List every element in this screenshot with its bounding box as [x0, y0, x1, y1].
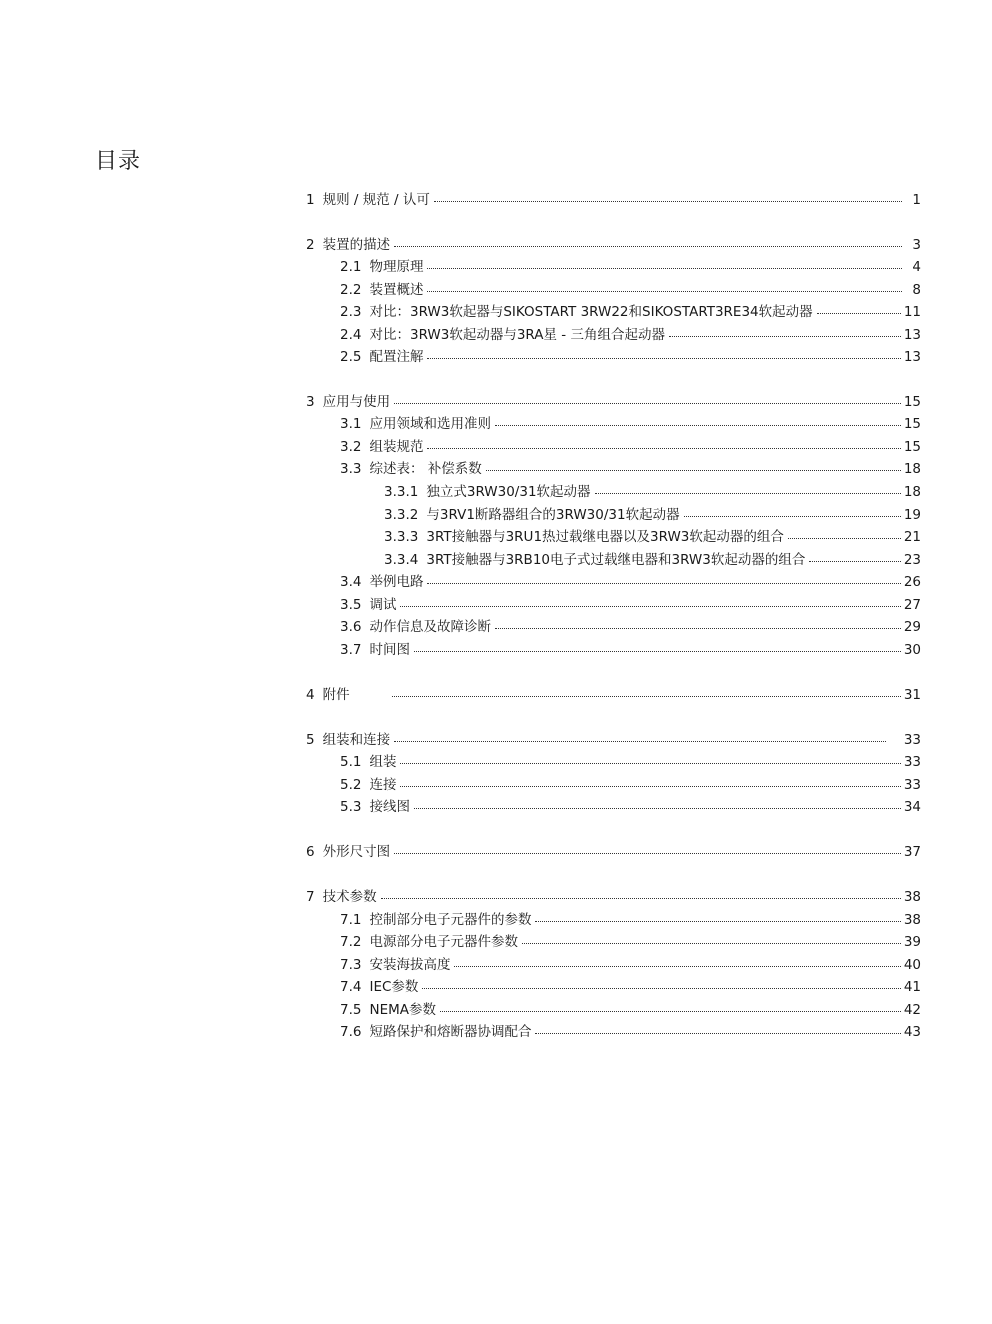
leader-dots	[422, 987, 900, 989]
toc-entry-5-1[interactable]	[340, 752, 921, 772]
toc-title: 调试	[369, 597, 397, 613]
toc-entry-7[interactable]	[306, 887, 921, 907]
toc-page: 13	[903, 327, 921, 343]
toc-number: 7.6	[340, 1024, 362, 1040]
leader-dots	[400, 605, 900, 607]
toc-number: 2	[306, 237, 315, 253]
toc-title: 应用与使用	[322, 394, 391, 410]
toc-entry-7-2[interactable]	[340, 932, 921, 952]
toc-entry-7-4[interactable]	[340, 977, 921, 997]
toc-page: 18	[903, 484, 921, 500]
toc-title: 外形尺寸图	[322, 844, 391, 860]
toc-number: 1	[306, 192, 315, 208]
toc-title: 综述表： 补偿系数	[369, 461, 482, 477]
leader-dots	[454, 965, 900, 967]
toc-page: 41	[903, 979, 921, 995]
toc-entry-3-7[interactable]	[340, 640, 921, 660]
toc-number: 7.4	[340, 979, 362, 995]
toc-page: 38	[903, 912, 921, 928]
toc-page: 27	[903, 597, 921, 613]
leader-dots	[392, 695, 901, 697]
leader-dots	[809, 560, 900, 562]
toc-title: 动作信息及故障诊断	[369, 619, 491, 635]
toc-entry-2-2[interactable]	[340, 280, 921, 300]
toc-page: 38	[903, 889, 921, 905]
toc-entry-2-1[interactable]	[340, 257, 921, 277]
leader-dots	[595, 492, 901, 494]
toc-number: 7	[306, 889, 315, 905]
toc-page: 15	[903, 439, 921, 455]
toc-entry-3-3[interactable]	[340, 459, 921, 479]
toc-title: 装置概述	[369, 282, 424, 298]
leader-dots	[495, 424, 901, 426]
toc-title: 举例电路	[369, 574, 424, 590]
leader-dots	[381, 897, 901, 899]
toc-entry-3-2[interactable]	[340, 437, 921, 457]
leader-dots	[400, 785, 900, 787]
toc-title: 技术参数	[322, 889, 377, 905]
leader-dots	[400, 762, 900, 764]
toc-entry-7-5[interactable]	[340, 1000, 921, 1020]
toc-number: 3.1	[340, 416, 362, 432]
toc-entry-3-3-4[interactable]	[384, 550, 921, 570]
leader-dots	[440, 1010, 901, 1012]
toc-entry-3-6[interactable]	[340, 617, 921, 637]
toc-title: 对比：3RW3软起动器与3RA星 - 三角组合起动器	[369, 327, 665, 343]
toc-number: 3.5	[340, 597, 362, 613]
toc-title: 组装规范	[369, 439, 424, 455]
toc-title: 短路保护和熔断器协调配合	[369, 1024, 532, 1040]
toc-number: 3.3.2	[384, 507, 419, 523]
toc-number: 5	[306, 732, 315, 748]
leader-dots	[394, 740, 886, 742]
toc-page: 13	[903, 349, 921, 365]
toc-page: 23	[903, 552, 921, 568]
toc-title: 物理原理	[369, 259, 424, 275]
toc-number: 4	[306, 687, 315, 703]
leader-dots	[394, 852, 901, 854]
toc-entry-7-6[interactable]	[340, 1022, 921, 1042]
toc-number: 3.3.1	[384, 484, 419, 500]
toc-title: 电源部分电子元器件参数	[369, 934, 518, 950]
toc-entry-3-1[interactable]	[340, 414, 921, 434]
toc-page: 37	[903, 844, 921, 860]
toc-number: 2.3	[340, 304, 362, 320]
leader-dots	[486, 469, 901, 471]
toc-title: 独立式3RW30/31软起动器	[426, 484, 591, 500]
toc-page: 40	[903, 957, 921, 973]
toc-title: 组装	[369, 754, 397, 770]
leader-dots	[427, 582, 900, 584]
toc-number: 7.5	[340, 1002, 362, 1018]
toc-page: 15	[903, 394, 921, 410]
toc-page: 18	[903, 461, 921, 477]
toc-page: 4	[912, 259, 921, 275]
toc-title: 规则 / 规范 / 认可	[322, 192, 430, 208]
toc-entry-2[interactable]	[306, 235, 921, 255]
toc-page: 43	[903, 1024, 921, 1040]
toc-number: 3.4	[340, 574, 362, 590]
leader-dots	[427, 267, 902, 269]
toc-title: 与3RV1断路器组合的3RW30/31软起动器	[426, 507, 680, 523]
leader-dots	[427, 357, 900, 359]
leader-dots	[535, 1032, 900, 1034]
leader-dots	[414, 807, 901, 809]
toc-page: 11	[903, 304, 921, 320]
leader-dots	[434, 200, 902, 202]
toc-title: 装置的描述	[322, 237, 391, 253]
toc-page: 26	[903, 574, 921, 590]
toc-number: 5.1	[340, 754, 362, 770]
toc-number: 2.4	[340, 327, 362, 343]
leader-dots	[788, 537, 901, 539]
toc-page: 33	[903, 732, 921, 748]
toc-number: 3.3.4	[384, 552, 419, 568]
toc-number: 5.3	[340, 799, 362, 815]
toc-page: 1	[912, 192, 921, 208]
toc-number: 3.6	[340, 619, 362, 635]
toc-page: 29	[903, 619, 921, 635]
toc-title: 连接	[369, 777, 397, 793]
leader-dots	[394, 245, 902, 247]
toc-title: 配置注解	[369, 349, 424, 365]
toc-entry-1[interactable]	[306, 190, 921, 210]
toc-number: 7.2	[340, 934, 362, 950]
toc-page: 42	[903, 1002, 921, 1018]
toc-title: 安装海拔高度	[369, 957, 451, 973]
toc-number: 7.3	[340, 957, 362, 973]
toc-entry-6[interactable]	[306, 842, 921, 862]
toc-number: 2.1	[340, 259, 362, 275]
toc-page: 30	[903, 642, 921, 658]
toc-entry-2-5[interactable]	[340, 347, 921, 367]
leader-dots	[669, 335, 901, 337]
toc-entry-3-4[interactable]	[340, 572, 921, 592]
toc-entry-7-3[interactable]	[340, 955, 921, 975]
toc-page: 33	[903, 754, 921, 770]
toc-entry-3[interactable]	[306, 392, 921, 412]
toc-title: 3RT接触器与3RU1热过载继电器以及3RW3软起动器的组合	[426, 529, 784, 545]
toc-page: 8	[912, 282, 921, 298]
toc-title: 控制部分电子元器件的参数	[369, 912, 532, 928]
leader-dots	[427, 290, 902, 292]
toc-title: NEMA参数	[369, 1002, 436, 1018]
leader-dots	[817, 312, 901, 314]
toc-entry-2-4[interactable]	[340, 325, 921, 345]
leader-dots	[394, 402, 901, 404]
leader-dots	[684, 515, 901, 517]
page-title: 目录	[95, 149, 142, 174]
toc-number: 3	[306, 394, 315, 410]
toc-entry-3-3-3[interactable]	[384, 527, 921, 547]
toc-title: 时间图	[369, 642, 410, 658]
toc-number: 2.5	[340, 349, 362, 365]
toc-entry-4[interactable]	[306, 685, 921, 705]
toc-title: 3RT接触器与3RB10电子式过载继电器和3RW3软起动器的组合	[426, 552, 806, 568]
toc-page: 39	[903, 934, 921, 950]
toc-title: 组装和连接	[322, 732, 391, 748]
toc-page: 34	[903, 799, 921, 815]
toc-entry-2-3[interactable]	[340, 302, 921, 322]
toc-number: 3.3	[340, 461, 362, 477]
leader-dots	[522, 942, 901, 944]
toc-entry-7-1[interactable]	[340, 910, 921, 930]
toc-entry-5-3[interactable]	[340, 797, 921, 817]
toc-number: 7.1	[340, 912, 362, 928]
toc-number: 2.2	[340, 282, 362, 298]
toc-number: 5.2	[340, 777, 362, 793]
leader-dots	[535, 920, 900, 922]
toc-title: 接线图	[369, 799, 410, 815]
toc-title: 附件	[322, 687, 350, 703]
toc-page: 21	[903, 529, 921, 545]
toc-entry-5-2[interactable]	[340, 775, 921, 795]
toc-entry-5[interactable]	[306, 730, 921, 750]
leader-dots	[414, 650, 901, 652]
toc-page: 33	[903, 777, 921, 793]
toc-entry-3-3-1[interactable]	[384, 482, 921, 502]
toc-number: 3.2	[340, 439, 362, 455]
toc-page: 31	[903, 687, 921, 703]
leader-dots	[427, 447, 900, 449]
toc-number: 6	[306, 844, 315, 860]
toc-title: IEC参数	[369, 979, 419, 995]
toc-number: 3.3.3	[384, 529, 419, 545]
toc-entry-3-3-2[interactable]	[384, 505, 921, 525]
toc-title: 对比：3RW3软起器与SIKOSTART 3RW22和SIKOSTART3RE34软起动器	[369, 304, 813, 320]
toc-number: 3.7	[340, 642, 362, 658]
toc-title: 应用领域和选用准则	[369, 416, 491, 432]
toc-page: 15	[903, 416, 921, 432]
toc-entry-3-5[interactable]	[340, 595, 921, 615]
leader-dots	[495, 627, 901, 629]
toc-page: 19	[903, 507, 921, 523]
toc-page: 3	[912, 237, 921, 253]
